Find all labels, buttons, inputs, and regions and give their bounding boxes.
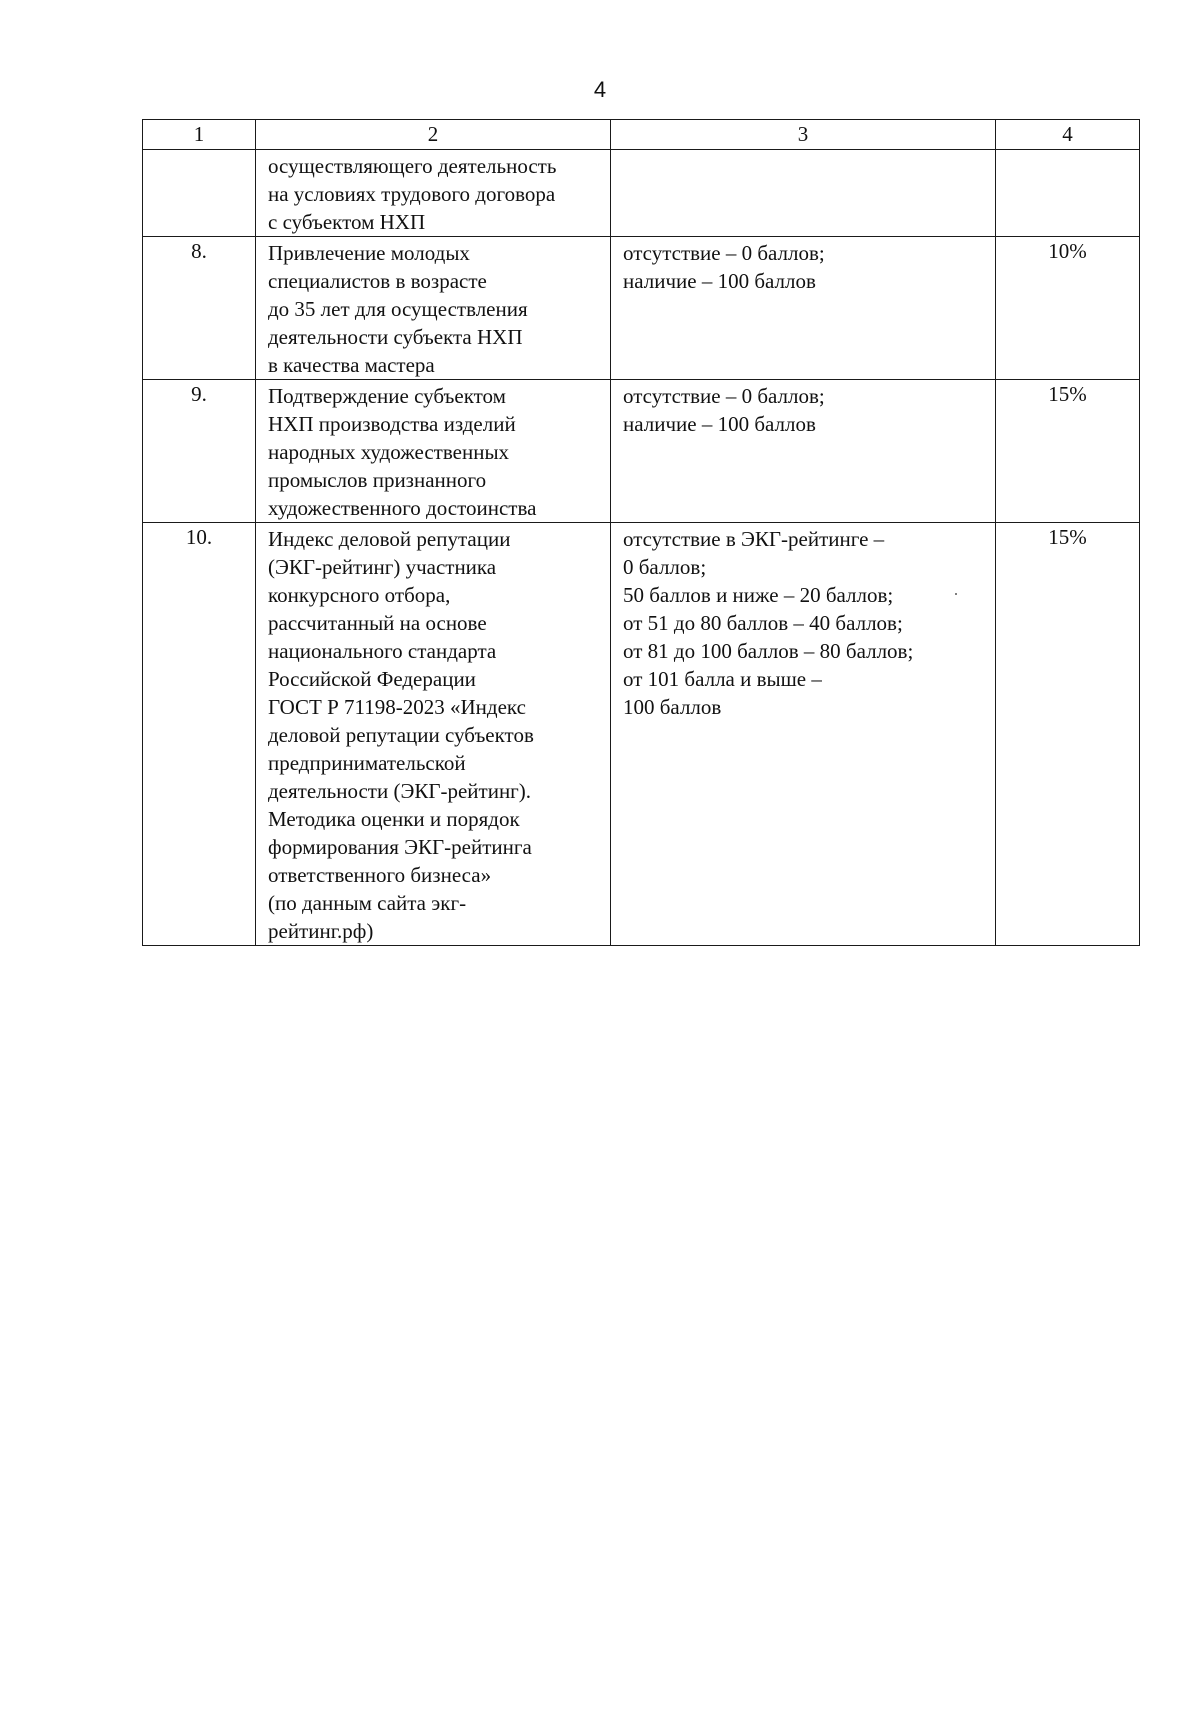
criterion-line: до 35 лет для осуществления: [268, 297, 528, 321]
column-header-4: 4: [996, 120, 1140, 150]
scoring-line: от 101 балла и выше –: [623, 667, 822, 691]
scoring-line: от 81 до 100 баллов – 80 баллов;: [623, 639, 914, 663]
criterion-line: с субъектом НХП: [268, 210, 426, 234]
criterion-cell: [256, 523, 611, 946]
criterion-cell: [256, 237, 611, 380]
criteria-table: [142, 119, 1140, 946]
scoring-line: 50 баллов и ниже – 20 баллов;: [623, 583, 894, 607]
table-body: [143, 150, 1140, 946]
scoring-line: 100 баллов: [623, 695, 722, 719]
column-header-3: 3: [611, 120, 996, 150]
weight-cell: 15%: [996, 380, 1140, 523]
criterion-line: НХП производства изделий: [268, 412, 516, 436]
criterion-line: промыслов признанного: [268, 468, 487, 492]
page-number: 4: [593, 77, 607, 102]
criterion-line: деятельности субъекта НХП: [268, 325, 523, 349]
criterion-line: ГОСТ Р 71198-2023 «Индекс: [268, 695, 526, 719]
criterion-line: на условиях трудового договора: [268, 182, 556, 206]
criterion-line: рейтинг.рф): [268, 919, 374, 943]
criterion-line: специалистов в возрасте: [268, 269, 487, 293]
scoring-cell: [611, 237, 996, 380]
scoring-line: 0 баллов;: [623, 555, 707, 579]
criterion-line: деловой репутации субъектов: [268, 723, 534, 747]
criterion-line: Подтверждение субъектом: [268, 384, 506, 408]
scan-speck: [955, 593, 957, 595]
scoring-line: наличие – 100 баллов: [623, 269, 816, 293]
criterion-cell: [256, 150, 611, 237]
column-header-2: 2: [256, 120, 611, 150]
table-header-row: [143, 120, 1140, 150]
criterion-line: в качества мастера: [268, 353, 435, 377]
criterion-line: (ЭКГ-рейтинг) участника: [268, 555, 497, 579]
criterion-line: Привлечение молодых: [268, 241, 470, 265]
criterion-line: (по данным сайта экг-: [268, 891, 467, 915]
scoring-line: наличие – 100 баллов: [623, 412, 816, 436]
criterion-line: Индекс деловой репутации: [268, 527, 511, 551]
criterion-cell: [256, 380, 611, 523]
table-row: [143, 523, 1140, 946]
criterion-line: Российской Федерации: [268, 667, 476, 691]
criterion-line: предпринимательской: [268, 751, 466, 775]
criterion-line: Методика оценки и порядок: [268, 807, 520, 831]
table-row: [143, 237, 1140, 380]
criterion-line: национального стандарта: [268, 639, 497, 663]
scoring-cell: [611, 150, 996, 237]
row-number: 8.: [143, 237, 256, 380]
criterion-line: ответственного бизнеса»: [268, 863, 492, 887]
weight-cell: 15%: [996, 523, 1140, 946]
column-header-1: 1: [143, 120, 256, 150]
scoring-line: отсутствие – 0 баллов;: [623, 241, 825, 265]
criterion-line: осуществляющего деятельность: [268, 154, 557, 178]
criterion-line: конкурсного отбора,: [268, 583, 451, 607]
weight-cell: 10%: [996, 237, 1140, 380]
row-number: [143, 150, 256, 237]
table-row: [143, 380, 1140, 523]
row-number: 9.: [143, 380, 256, 523]
scoring-cell: [611, 380, 996, 523]
criterion-line: художественного достоинства: [268, 496, 537, 520]
row-number: 10.: [143, 523, 256, 946]
criterion-line: деятельности (ЭКГ-рейтинг).: [268, 779, 532, 803]
criterion-line: рассчитанный на основе: [268, 611, 487, 635]
scoring-line: от 51 до 80 баллов – 40 баллов;: [623, 611, 903, 635]
scoring-line: отсутствие в ЭКГ-рейтинге –: [623, 527, 885, 551]
criterion-line: формирования ЭКГ-рейтинга: [268, 835, 532, 859]
scoring-line: отсутствие – 0 баллов;: [623, 384, 825, 408]
weight-cell: [996, 150, 1140, 237]
table-row: [143, 150, 1140, 237]
criterion-line: народных художественных: [268, 440, 510, 464]
scoring-cell: [611, 523, 996, 946]
